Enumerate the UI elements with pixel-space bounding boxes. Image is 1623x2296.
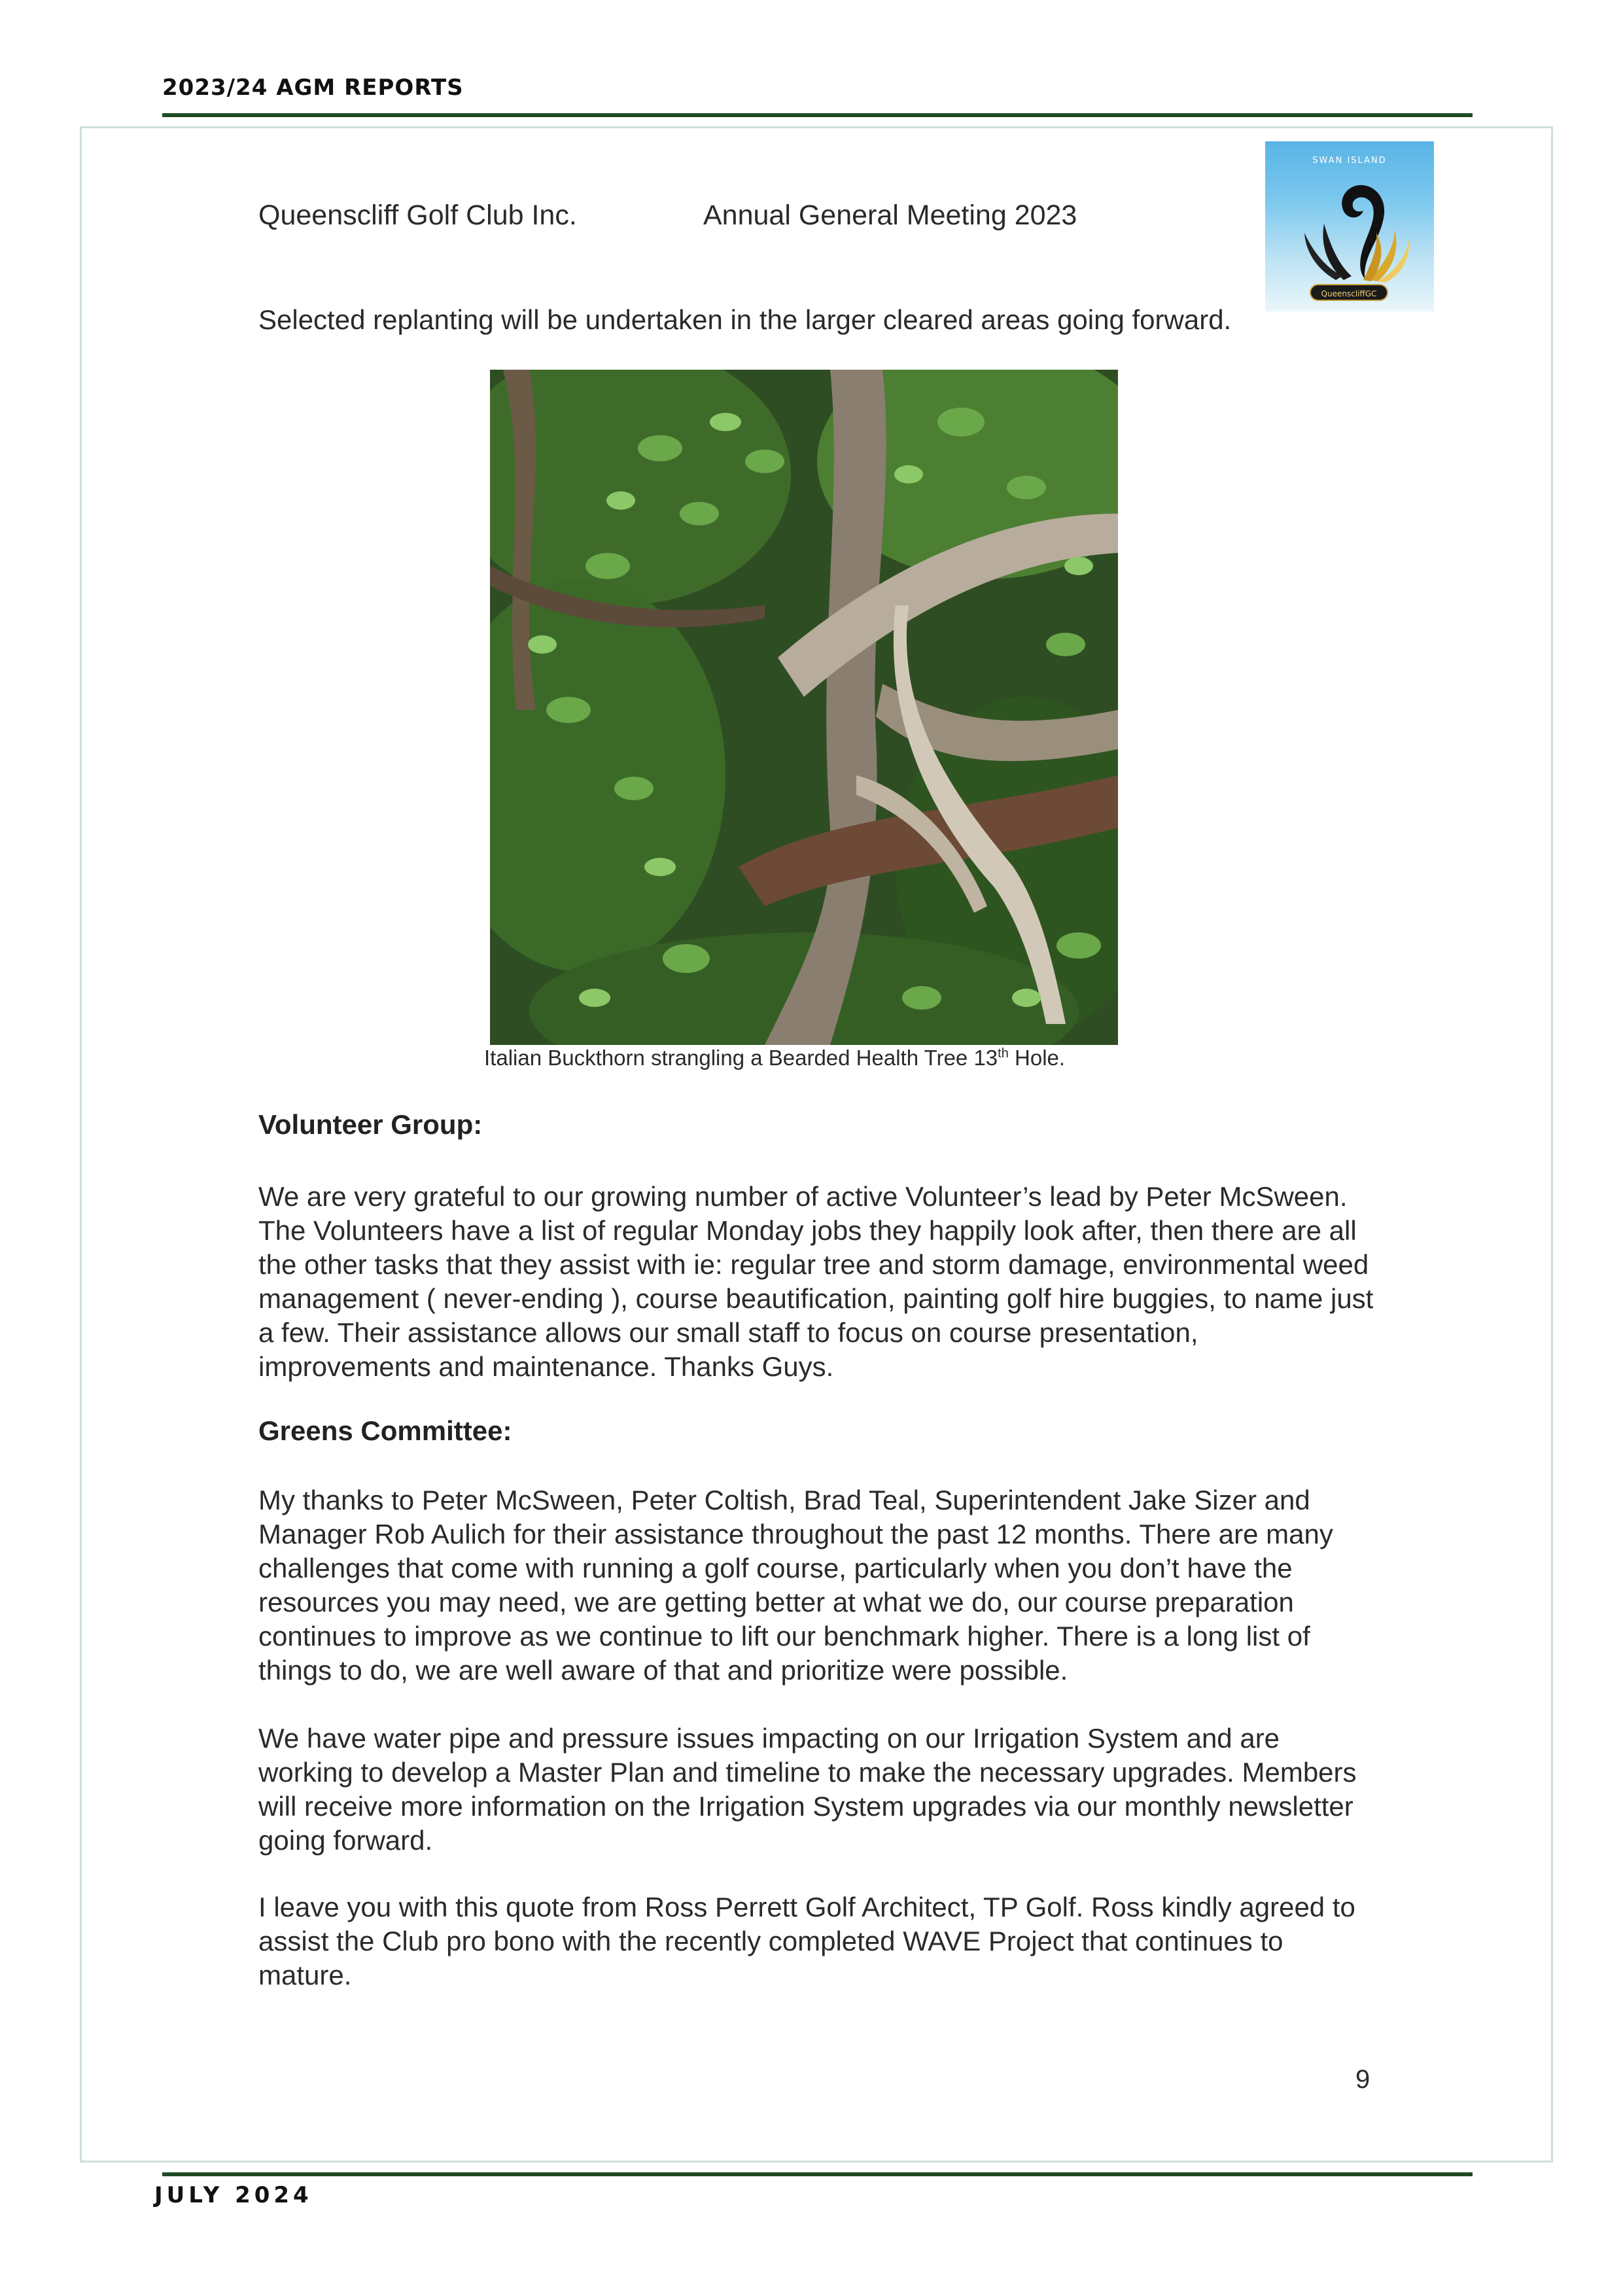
greens-paragraph-irrigation: We have water pipe and pressure issues impacting on our Irrigation System and are working to develop a Master Plan and timeline to make the necessary upgrades. Members will receive more information on the Irrigation System upgrades via our monthly newsletter going forward.: [258, 1723, 1357, 1856]
page-number: 9: [1355, 2065, 1370, 2094]
greens-paragraph-thanks: My thanks to Peter McSween, Peter Coltish, Brad Teal, Superintendent Jake Sizer and Manager Rob Aulich for their assistance throughout the past 12 months. There are many challenges that come with running a golf course, particularly when you don’t have the resources you may need, we are getting better at what we do, our course preparation continues to improve as we continue to lift our benchmark higher. There is a long list of things to do, we are well aware of that and prioritize were possible.: [258, 1485, 1333, 1686]
volunteer-paragraph: We are very grateful to our growing number of active Volunteer’s lead by Peter McSween. The Volunteers have a list of regular Monday jobs they happily look after, then there are all the other tasks that they assist with ie: regular tree and storm damage, environmental weed management ( never-ending ), course beautification, painting golf hire buggies, to name just a few. Their assistance allows our small staff to focus on course presentation, improvements and maintenance. Thanks Guys.: [258, 1181, 1374, 1382]
greens-paragraph-quote: I leave you with this quote from Ross Perrett Golf Architect, TP Golf. Ross kindly agreed to assist the Club pro bono with the recently completed WAVE Project that continues to mature.: [258, 1892, 1355, 1990]
header-divider: [162, 113, 1473, 117]
footer-divider: [162, 2172, 1473, 2176]
footer-date: JULY 2024: [154, 2182, 313, 2208]
logo-badge: QueenscliffGC: [1310, 284, 1388, 301]
swan-island-logo: [1265, 141, 1434, 311]
photo-caption: [484, 1046, 1151, 1070]
volunteer-heading: Volunteer Group:: [258, 1109, 483, 1140]
greens-heading: Greens Committee:: [258, 1415, 512, 1446]
caption-ordinal: th: [998, 1046, 1009, 1061]
tree-branches-image: [490, 370, 1118, 1045]
report-header-title: 2023/24 AGM REPORTS: [162, 75, 464, 101]
buckthorn-photo: [490, 370, 1118, 1045]
club-name: Queenscliff Golf Club Inc.: [258, 200, 577, 231]
intro-paragraph: Selected replanting will be undertaken in the larger cleared areas going forward.: [258, 304, 1232, 335]
caption-text: Italian Buckthorn strangling a Bearded Health Tree 13: [484, 1046, 998, 1070]
caption-tail: Hole.: [1008, 1046, 1066, 1070]
meeting-title: Annual General Meeting 2023: [703, 200, 1077, 231]
logo-top-text: SWAN ISLAND: [1312, 156, 1387, 166]
